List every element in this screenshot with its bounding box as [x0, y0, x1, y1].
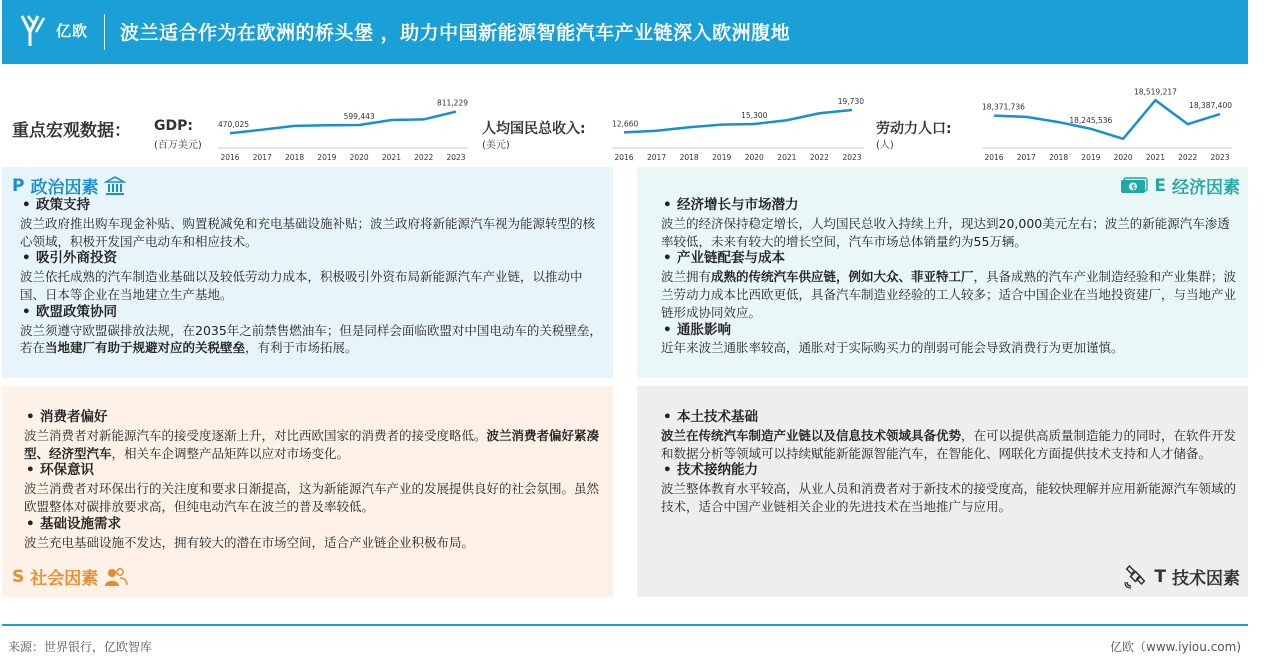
x-tick-label: 2020 — [744, 153, 764, 162]
money-icon — [1120, 177, 1148, 195]
technology-body — [661, 409, 1239, 516]
social-item-heading: • 环保意识 — [24, 462, 606, 480]
macro-line-chart — [218, 94, 468, 164]
data-label: 599,443 — [343, 112, 375, 122]
x-tick-label: 2023 — [1210, 153, 1230, 162]
economic-title — [1120, 173, 1240, 198]
technology-item-heading: • 本土技术基础 — [661, 409, 1239, 427]
political-title — [12, 173, 126, 198]
macro-data-label: 重点宏观数据： — [12, 121, 131, 141]
macro-chart-unit: (人) — [876, 140, 894, 151]
social-title — [12, 564, 128, 589]
political-item-heading: • 吸引外商投资 — [20, 250, 604, 268]
x-tick-label: 2019 — [1081, 153, 1101, 162]
data-label: 19,730 — [837, 97, 864, 107]
government-building-icon — [104, 175, 126, 197]
macro-chart-title: 劳动力人口: — [876, 121, 952, 137]
data-label: 18,519,217 — [1133, 87, 1177, 97]
economic-item-heading: • 经济增长与市场潜力 — [661, 197, 1239, 215]
x-tick-label: 2021 — [381, 153, 401, 162]
technology-title-text: 技术因素 — [1172, 569, 1240, 589]
political-item-heading: • 政策支持 — [20, 197, 604, 215]
technology-title — [1124, 564, 1240, 589]
technology-item-text: 波兰整体教育水平较高，从业人员和消费者对于新技术的接受度高，能较快理解并应用新能源汽车领域的技术，适合中国产业链相关企业的先进技术在当地推广与应用。 — [661, 481, 1237, 514]
footer-source: 来源：世界银行，亿欧智库 — [8, 640, 153, 654]
people-icon — [104, 567, 128, 587]
macro-chart-title: GDP: — [154, 118, 193, 134]
macro-chart-unit: (百万美元) — [154, 140, 202, 151]
series-line — [624, 110, 852, 132]
x-tick-label: 2021 — [777, 153, 797, 162]
x-tick-label: 2019 — [712, 153, 732, 162]
political-item-heading: • 欧盟政策协同 — [20, 304, 604, 322]
x-tick-label: 2016 — [220, 153, 240, 162]
satellite-icon — [1124, 565, 1148, 589]
data-label: 18,387,400 — [1189, 101, 1232, 111]
x-tick-label: 2022 — [809, 153, 829, 162]
social-letter: S — [12, 566, 25, 587]
x-tick-label: 2016 — [984, 153, 1004, 162]
macro-line-chart — [612, 94, 864, 164]
social-body — [24, 409, 606, 551]
social-item-text: 波兰消费者对环保出行的关注度和要求日渐提高，这为新能源汽车产业的发展提供良好的社会氛围。虽然欧盟整体对碳排放要求高，但纯电动汽车在波兰的普及率较低。 — [24, 481, 600, 514]
page-title: 波兰适合作为在欧洲的桥头堡 ，助力中国新能源智能汽车产业链深入欧洲腹地 — [120, 22, 791, 44]
logo-text: 亿欧 — [56, 22, 89, 40]
social-panel — [2, 386, 613, 597]
technology-panel — [637, 386, 1248, 597]
economic-panel — [637, 167, 1248, 378]
social-title-text: 社会因素 — [30, 569, 99, 589]
data-label: 470,025 — [218, 120, 250, 130]
economic-item-text: 近年来波兰通胀率较高，通胀对于实际购买力的削弱可能会导致消费行为更加谨慎。 — [661, 340, 1124, 356]
data-label: 12,660 — [612, 119, 639, 129]
x-tick-label: 2023 — [842, 153, 862, 162]
technology-item-heading: • 技术接纳能力 — [661, 462, 1239, 480]
data-label: 15,300 — [741, 111, 768, 121]
technology-letter: T — [1154, 566, 1166, 587]
social-item-text: 波兰充电基础设施不发达，拥有较大的潜在市场空间，适合产业链企业积极布局。 — [24, 534, 475, 550]
macro-line-chart — [982, 84, 1232, 164]
political-item-text: 波兰须遵守欧盟碳排放法规，在2035年之前禁售燃油车；但是同样会面临欧盟对中国电动车的关税壁垒，若在当地建厂有助于规避对应的关税壁垒，有利于市场拓展。 — [20, 322, 602, 356]
x-tick-label: 2019 — [317, 153, 337, 162]
x-tick-label: 2020 — [349, 153, 369, 162]
data-label: 18,245,536 — [1069, 115, 1113, 125]
header-bar — [2, 0, 1248, 64]
political-body — [20, 197, 604, 357]
footer-site: 亿欧（www.iyiou.com) — [1110, 640, 1241, 654]
x-tick-label: 2020 — [1113, 153, 1133, 162]
political-letter: P — [12, 175, 25, 196]
economic-item-text: 波兰拥有成熟的传统汽车供应链，例如大众、菲亚特工厂，具备成熟的汽车产业制造经验和产业集群；波兰劳动力成本比西欧更低，具备汽车制造业经验的工人较多；适合中国企业在当地投资建厂，与当地产业链形成协同效应。 — [661, 269, 1237, 320]
x-tick-label: 2018 — [679, 153, 699, 162]
data-label: 18,371,736 — [982, 102, 1025, 112]
social-item-heading: • 基础设施需求 — [24, 516, 606, 534]
economic-body — [661, 197, 1239, 357]
economic-item-heading: • 通胀影响 — [661, 322, 1239, 340]
macro-chart-title: 人均国民总收入: — [482, 121, 586, 137]
x-tick-label: 2017 — [1016, 153, 1036, 162]
svg-text:$: $ — [1131, 183, 1137, 191]
x-tick-label: 2017 — [252, 153, 272, 162]
political-panel — [2, 167, 613, 378]
footer-rule — [2, 624, 1248, 626]
x-tick-label: 2018 — [285, 153, 305, 162]
social-item-heading: • 消费者偏好 — [24, 409, 606, 427]
technology-item-text: 波兰在传统汽车制造产业链以及信息技术领域具备优势，在可以提供高质量制造能力的同时，在软件开发和数据分析等领域可以持续赋能新能源智能汽车，在智能化、网联化方面提供技术支持和人才储备。 — [661, 427, 1237, 461]
x-tick-label: 2018 — [1049, 153, 1069, 162]
x-tick-label: 2022 — [414, 153, 434, 162]
economic-item-heading: • 产业链配套与成本 — [661, 250, 1239, 268]
social-item-text: 波兰消费者对新能源汽车的接受度逐渐上升，对比西欧国家的消费者的接受度略低。波兰消费者偏好紧凑型、经济型汽车，相关车企调整产品矩阵以应对市场变化。 — [24, 427, 600, 461]
x-tick-label: 2023 — [446, 153, 466, 162]
political-title-text: 政治因素 — [30, 178, 99, 198]
political-item-text: 波兰政府推出购车现金补贴、购置税减免和充电基础设施补贴；波兰政府将新能源汽车视为能源转型的核心领域，积极开发国产电动车和相应技术。 — [20, 215, 596, 249]
economic-title-text: 经济因素 — [1172, 178, 1240, 198]
economic-letter: E — [1154, 175, 1166, 196]
x-tick-label: 2021 — [1145, 153, 1165, 162]
political-item-text: 波兰依托成熟的汽车制造业基础以及较低劳动力成本，积极吸引外资布局新能源汽车产业链，以推动中国、日本等企业在当地建立生产基地。 — [20, 269, 583, 302]
x-tick-label: 2016 — [614, 153, 634, 162]
data-label: 811,229 — [436, 98, 468, 108]
x-tick-label: 2022 — [1178, 153, 1198, 162]
x-tick-label: 2017 — [647, 153, 667, 162]
economic-item-text: 波兰的经济保持稳定增长，人均国民总收入持续上升，现达到20,000美元左右；波兰的新能源汽车渗透率较低，未来有较大的增长空间，汽车市场总体销量约为55万辆。 — [661, 215, 1230, 249]
macro-chart-unit: (美元) — [482, 140, 510, 151]
header-divider — [104, 14, 105, 50]
